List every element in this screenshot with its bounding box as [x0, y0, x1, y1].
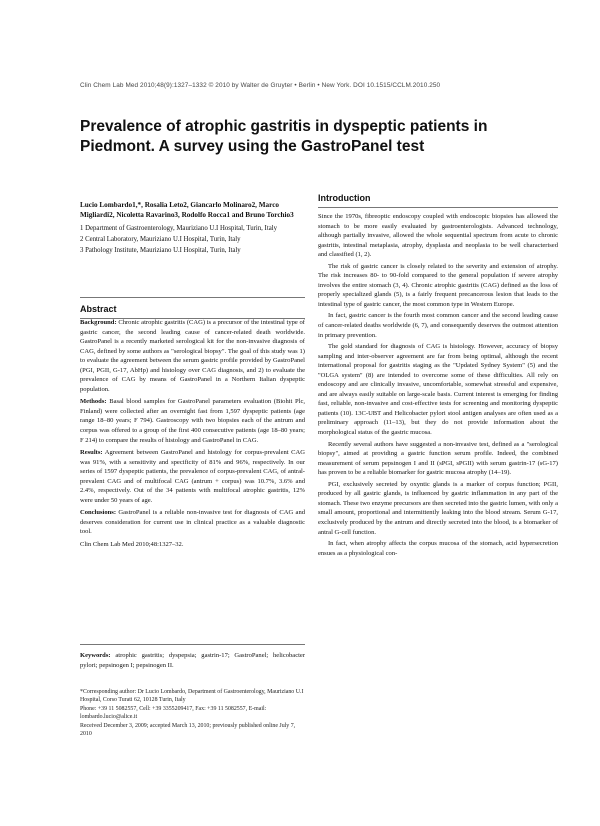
introduction-heading: Introduction: [318, 193, 371, 203]
background-label: Background:: [80, 319, 117, 326]
received-dates: Received December 3, 2009; accepted March 13, 2010; previously published online July 7, 2010: [80, 722, 296, 738]
keywords: [80, 651, 305, 670]
conclusions-text: GastroPanel is a reliable non-invasive test for diagnosis of CAG and deserves consideration for current use in clinical practice as a valuable diagnostic tool.: [80, 509, 305, 536]
abstract-top-rule: [80, 297, 305, 298]
intro-paragraph-6: PGI, exclusively secreted by oxyntic glands is a marker of corpus function; PGII, produced by all gastric glands, is influenced by gastric inflammation in any part of the stomach. These two enzyme precursors are then secreted into the gastric lumen, with only a small amount, proportional and intermittently leaking into the blood stream. Serum G-17, exclusively produced by the antrum and directly secreted into the blood, is a biomarker of antral G-cell function.: [318, 480, 558, 536]
introduction-header: [318, 193, 558, 214]
affiliation-3: 3 Pathology Institute, Mauriziano U.I Hospital, Turin, Italy: [80, 247, 241, 254]
results-text: Agreement between GastroPanel and histology for corpus-prevalent CAG was 91%, with a sensitivity and specificity of 81% and 96%, respectively. In our series of 1597 dyspeptic patients, the prevalence of corpus-prevalent CAG, of antral-prevalent CAG and of multifocal CAG (antrum + corpus) was 10.7%, 3.6% and 2.4%, respectively. Out of the 34 patients with multifocal atrophic gastritis, 12% were under 50 years of age.: [80, 449, 305, 504]
keywords-label: Keywords:: [80, 652, 111, 659]
author-block: [80, 200, 305, 257]
intro-paragraph-1: Since the 1970s, fibreoptic endoscopy coupled with endoscopic biopsies has allowed the stomach to be more easily evaluated by gastroenterologists. Advanced technology, although partially invasive, allowed the whole sequential spectrum from acute to chronic gastritis, intestinal metaplasia, atrophy, dysplasia and neoplasia to be well characterised and classified (1, 2).: [318, 213, 558, 259]
abstract-body: [80, 318, 305, 550]
keywords-rule: [80, 644, 305, 645]
abstract-heading: Abstract: [80, 304, 117, 314]
intro-paragraph-2: The risk of gastric cancer is closely related to the severity and extension of atrophy. The risk increases 80- to 90-fold compared to the general population if severe atrophy involves the entire stomach (3, 4). Chronic atrophic gastritis (CAG) defined as the loss of properly specialized glands (5), is a fairly frequent precancerous lesion that leads to the intestinal type of gastric cancer, the most common type in Western Europe.: [318, 262, 558, 308]
contact-details: Phone: +39 11 5082557, Cell: +39 3355209417, Fax: +39 11 5082557, E-mail: lombardo.lucio@alice.it: [80, 705, 267, 721]
abstract-results: [80, 448, 305, 505]
abstract-background: [80, 318, 305, 394]
running-head: Clin Chem Lab Med 2010;48(9):1327–1332 © 2010 by Walter de Gruyter • Berlin • New York. DOI 10.1515/CCLM.2010.250: [80, 82, 441, 89]
intro-paragraph-5: Recently several authors have suggested a non-invasive test, defined as a "serological biopsy", aimed at providing a gastric function serum profile. Indeed, the combined measurement of serum pepsinogen I and II (sPGI, sPGII) with serum gastrin-17 (sG-17) has proven to be a reliable biomarker for gastric mucosa atrophy (14–19).: [318, 440, 558, 477]
abstract-citation: Clin Chem Lab Med 2010;48:1327–32.: [80, 541, 184, 549]
methods-text: Basal blood samples for GastroPanel parameters evaluation (Biohit Plc, Finland) were collected after an overnight fast from 1,597 dyspeptic patients (age range 18–80 years; F 794). Gastroscopy with two biopsies each of the antrum and corpus was offered to a group of the first 400 consecutive patients (age 18–80 years; F 214) to compare the results of histology and GastroPanel in CAG.: [80, 398, 305, 444]
corresponding-author: *Corresponding author: Dr Lucio Lombardo, Department of Gastroenterology, Mauriziano U.I Hospital, Corso Turati 62, 10128 Turin, Italy: [80, 689, 304, 704]
intro-paragraph-4: The gold standard for diagnosis of CAG is histology. However, accuracy of biopsy sampling and inter-observer agreement are far from being optimal, although the recent international proposal for gastritis staging as the "Updated Sydney System" (5) and the "OLGA system" (8) are intended to overcome some of these difficulties. All rely on endoscopy and are clinically invasive, uncomfortable, somewhat stressful and expensive, and are always easily suitable on large-scale basis. Current interest is emerging for finding fast, reliable, non-invasive and cost-effective tests for screening and monitoring dyspeptic patients (10). 13C-UBT and Helicobacter pylori stool antigen analyses are often used as a preliminary approach (11–13), but they do not provide information about the morphological status of the gastric mucosa.: [318, 343, 558, 437]
correspondence-block: [80, 688, 305, 738]
abstract-conclusions: [80, 508, 305, 537]
affiliation-2: 2 Central Laboratory, Mauriziano U.I Hospital, Turin, Italy: [80, 236, 241, 244]
conclusions-label: Conclusions:: [80, 509, 117, 517]
results-label: Results:: [80, 449, 103, 457]
methods-label: Methods:: [80, 398, 107, 406]
article-title: Prevalence of atrophic gastritis in dyspeptic patients in Piedmont. A survey using the GastroPanel test: [80, 118, 488, 155]
abstract-methods: [80, 397, 305, 445]
introduction-body: [318, 212, 558, 558]
keywords-text: atrophic gastritis; dyspepsia; gastrin-17; GastroPanel; helicobacter pylori; pepsinogen I; pepsinogen II.: [80, 652, 305, 669]
affiliation-1: 1 Department of Gastroenterology, Mauriziano U.I Hospital, Turin, Italy: [80, 225, 278, 233]
author-list: Lucio Lombardo1,*, Rosalia Leto2, Giancarlo Molinaro2, Marco Migliardi2, Nicoletta Ravarino3, Rodolfo Rocca1 and Bruno Torchio3: [80, 201, 294, 220]
background-text: Chronic atrophic gastritis (CAG) is a precursor of the intestinal type of gastric cancer, the second leading cause of cancer-related death worldwide. GastroPanel is a recently marketed serological kit for the non-invasive diagnosis of CAG, defined by some authors as "serological biopsy". The goal of this study was 1) to evaluate the agreement between the serum gastric profile provided by GastroPanel (PGI, PGII, G-17, AbHp) and histology over CAG diagnosis, and 2) to evaluate the prevalence of CAG by means of GastroPanel in a Northern Italian dyspeptic population.: [80, 319, 305, 393]
intro-paragraph-3: In fact, gastric cancer is the fourth most common cancer and the second leading cause of cancer-related deaths worldwide (6, 7), and consequently deserves the outmost attention in primary prevention.: [318, 312, 558, 339]
intro-paragraph-7: In fact, when atrophy affects the corpus mucosa of the stomach, acid hypersecretion ensues as a physiological con-: [318, 540, 558, 557]
keywords-block: [80, 640, 305, 670]
introduction-rule: [318, 207, 558, 208]
